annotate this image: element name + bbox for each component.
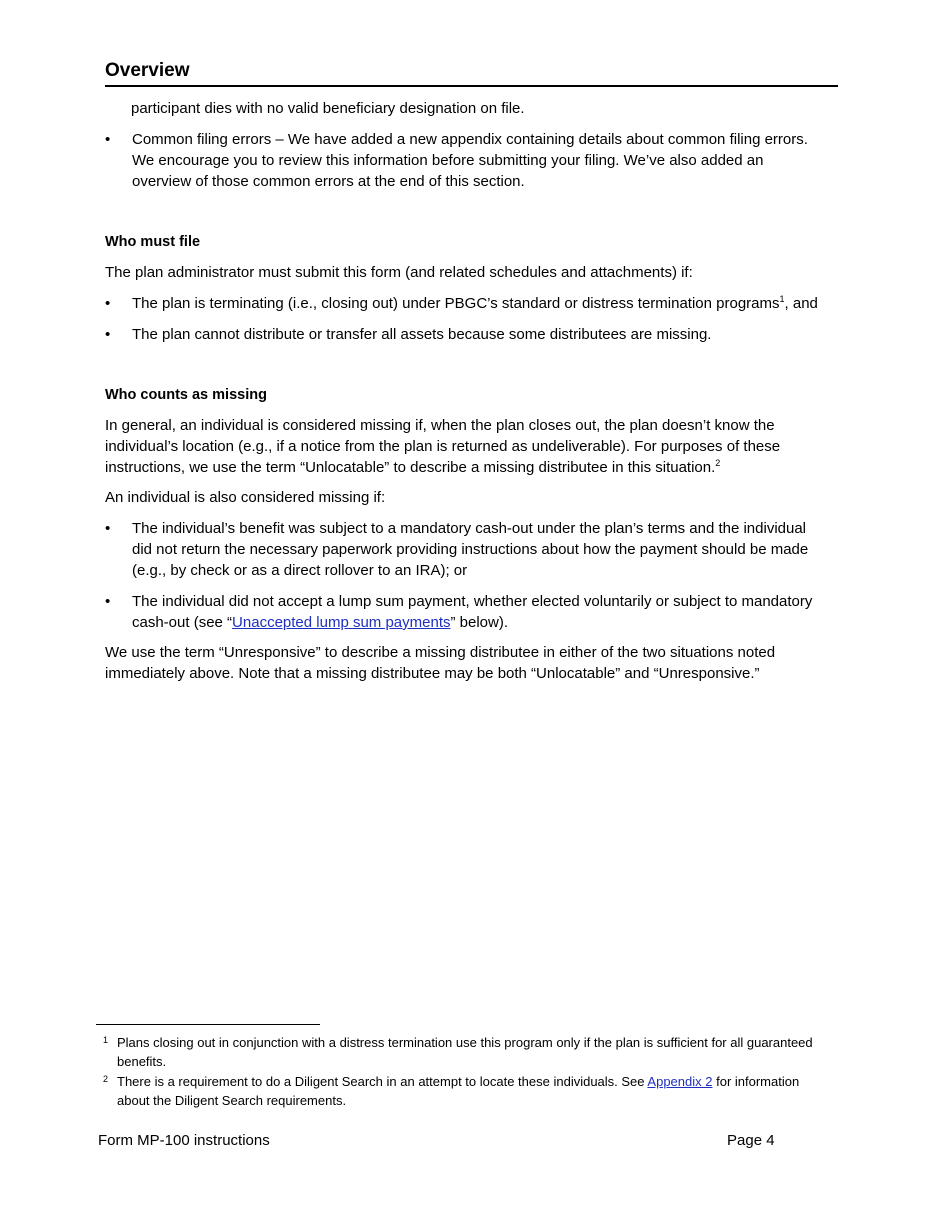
bullet-lump-sum (105, 591, 820, 633)
bullet-icon: • (105, 520, 111, 537)
bullet-icon: • (105, 295, 111, 312)
heading-who-must-file: Who must file (105, 234, 201, 250)
bullet-text: The plan is terminating (i.e., closing out) under PBGC’s standard or distress termination programs (132, 295, 780, 312)
paragraph-text: In general, an individual is considered missing if, when the plan closes out, the plan doesn’t know the individual’s location (e.g., if a notice from the plan is returned as undeliverable). For purposes of these instructions, we use the term “Unlocatable” to describe a missing distributee in this situation. (105, 417, 781, 476)
page-title: Overview (105, 60, 190, 81)
footnotes (103, 1033, 823, 1110)
paragraph-unlocatable (105, 415, 820, 478)
footer-form-name: Form MP-100 instructions (98, 1132, 270, 1149)
footnote-number: 2 (103, 1074, 109, 1084)
footnote-text: Plans closing out in conjunction with a distress termination use this program only if the plan is sufficient for all guaranteed benefits. (117, 1035, 813, 1069)
document-body (105, 98, 820, 684)
bullet-text: The plan cannot distribute or transfer all assets because some distributees are missing. (132, 326, 712, 343)
bullet-text: Common filing errors – We have added a new appendix containing details about common filing errors. We encourage you to review this information before submitting your filing. We’ve also added an overview of those common errors at the end of this section. (132, 131, 808, 190)
bullet-text: The individual’s benefit was subject to a mandatory cash-out under the plan’s terms and the individual did not return the necessary paperwork providing instructions about how the payment should be made (e.g., by check or as a direct rollover to an IRA); or (132, 520, 809, 579)
bullet-icon: • (105, 131, 111, 148)
appendix-2-link[interactable]: Appendix 2 (647, 1074, 713, 1089)
page-header (105, 59, 838, 83)
footnote-separator (96, 1024, 320, 1025)
footnote-1 (103, 1033, 823, 1071)
paragraph-unresponsive: We use the term “Unresponsive” to describe a missing distributee in either of the two situations noted immediately above. Note that a missing distributee may be both “Unlocatable” and “Unresponsive.” (105, 644, 776, 682)
bullet-text: The individual did not accept a lump sum payment, whether elected voluntarily or subject to mandatory cash-out (see “ (132, 593, 813, 631)
footnote-ref-2[interactable]: 2 (715, 458, 721, 468)
footnote-number: 1 (103, 1035, 109, 1045)
bullet-text-tail: , and (784, 295, 818, 312)
who-must-file-lead: The plan administrator must submit this form (and related schedules and attachments) if: (105, 264, 693, 281)
paragraph-also-missing: An individual is also considered missing if: (105, 489, 386, 506)
bullet-text-tail: ” below). (450, 614, 509, 631)
bullet-common-filing-errors (105, 129, 820, 192)
bullet-icon: • (105, 593, 111, 610)
bullet-mandatory-cashout (105, 518, 820, 581)
bullet-plan-terminating (105, 293, 820, 314)
header-rule (105, 85, 838, 87)
continued-bullet-text: participant dies with no valid beneficiary designation on file. (131, 100, 525, 117)
bullet-cannot-distribute (105, 324, 820, 345)
footnote-text: There is a requirement to do a Diligent Search in an attempt to locate these individuals. See (117, 1074, 648, 1089)
heading-who-counts-as-missing: Who counts as missing (105, 387, 267, 403)
unaccepted-lump-sum-link[interactable]: Unaccepted lump sum payments (232, 614, 451, 631)
footnote-ref-1[interactable]: 1 (779, 294, 785, 304)
footnote-text-tail: for information about the Diligent Search requirements. (117, 1074, 800, 1108)
footer-page-number: Page 4 (727, 1132, 775, 1149)
footnote-2 (103, 1072, 823, 1110)
bullet-icon: • (105, 326, 111, 343)
